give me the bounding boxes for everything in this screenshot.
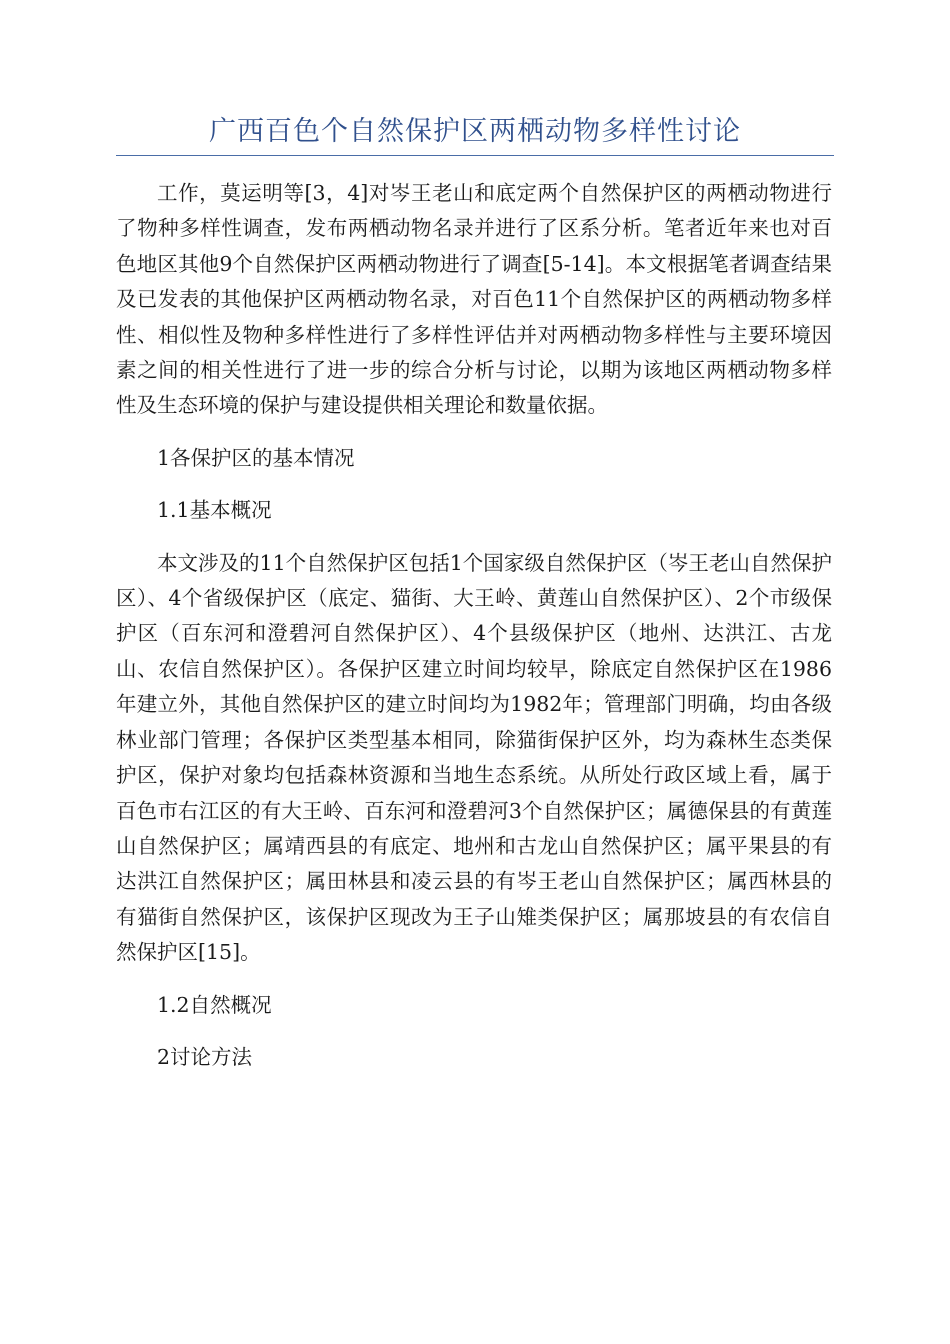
document-body (116, 176, 832, 1075)
paragraph-intro: 工作，莫运明等[3，4]对岑王老山和底定两个自然保护区的两栖动物进行了物种多样性调查，发布两栖动物名录并进行了区系分析。笔者近年来也对百色地区其他9个自然保护区两栖动物进行了调查[5-14]。本文根据笔者调查结果及已发表的其他保护区两栖动物名录，对百色11个自然保护区的两栖动物多样性、相似性及物种多样性进行了多样性评估并对两栖动物多样性与主要环境因素之间的相关性进行了进一步的综合分析与讨论，以期为该地区两栖动物多样性及生态环境的保护与建设提供相关理论和数量依据。 (116, 181, 832, 418)
title-underline (116, 155, 834, 156)
subsection-heading-1-2: 1.2自然概况 (157, 992, 272, 1017)
section-heading-2: 2讨论方法 (157, 1044, 253, 1069)
section-heading-1: 1各保护区的基本情况 (157, 445, 355, 470)
document-title: 广西百色个自然保护区两栖动物多样性讨论 (209, 116, 741, 147)
paragraph-basic-overview: 本文涉及的11个自然保护区包括1个国家级自然保护区（岑王老山自然保护区）、4个省级保护区（底定、猫街、大王岭、黄莲山自然保护区）、2个市级保护区（百东河和澄碧河自然保护区）、4个县级保护区（地州、达洪江、古龙山、农信自然保护区）。各保护区建立时间均较早，除底定自然保护区在1986年建立外，其他自然保护区的建立时间均为1982年；管理部门明确，均由各级林业部门管理；各保护区类型基本相同，除猫街保护区外，均为森林生态类保护区，保护对象均包括森林资源和当地生态系统。从所处行政区域上看，属于百色市右江区的有大王岭、百东河和澄碧河3个自然保护区；属德保县的有黄莲山自然保护区；属靖西县的有底定、地州和古龙山自然保护区；属平果县的有达洪江自然保护区；属田林县和凌云县的有岑王老山自然保护区；属西林县的有猫街自然保护区，该保护区现改为王子山雉类保护区；属那坡县的有农信自然保护区[15]。 (116, 550, 832, 965)
subsection-heading-1-1: 1.1基本概况 (157, 498, 272, 523)
